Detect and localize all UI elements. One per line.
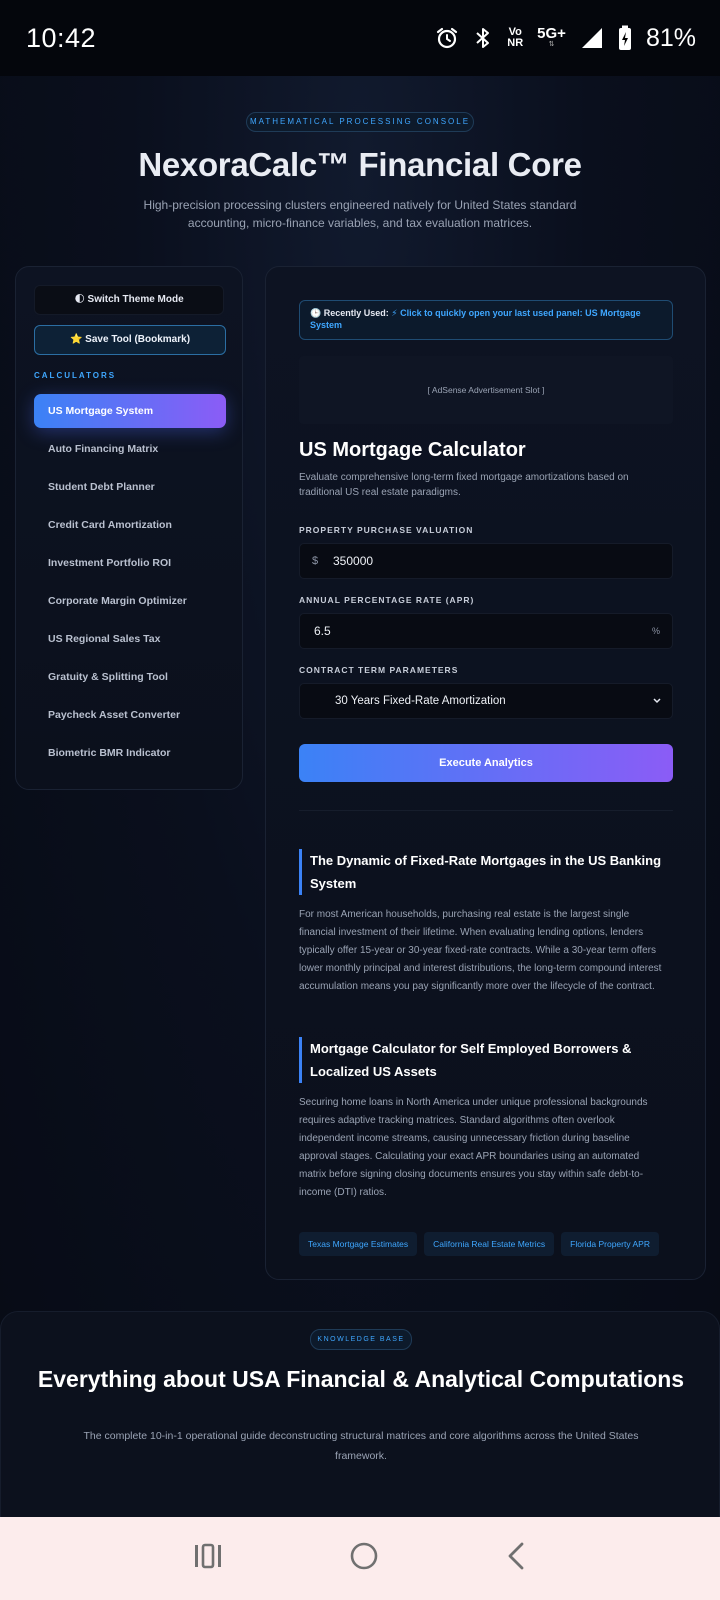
sidebar-item-paycheck[interactable]: Paycheck Asset Converter <box>48 709 181 721</box>
article-heading-1: The Dynamic of Fixed-Rate Mortgages in the US Banking System <box>299 849 673 895</box>
knowledge-base-badge: KNOWLEDGE BASE <box>310 1329 412 1350</box>
tag-florida[interactable]: Florida Property APR <box>561 1232 659 1256</box>
article-body-2: Securing home loans in North America under unique professional backgrounds requires adaptive tracking matrices. Standard algorithms often overlook independent income streams, causing unnecessary friction during baseline approval stages. Calculating your exact APR boundaries using an automated matrix before signing closing documents ensures you stay within safe debt-to-income (DTI) ratios. <box>299 1097 648 1198</box>
calculators-section-label: CALCULATORS <box>34 371 117 380</box>
tag-texas[interactable]: Texas Mortgage Estimates <box>299 1232 417 1256</box>
sidebar-item-gratuity[interactable]: Gratuity & Splitting Tool <box>48 671 168 683</box>
battery-percent: 81% <box>645 23 696 52</box>
recently-used-banner[interactable] <box>299 300 673 340</box>
alarm-icon <box>435 26 459 50</box>
property-valuation-label: PROPERTY PURCHASE VALUATION <box>299 525 474 535</box>
sidebar-item-corporate-margin[interactable]: Corporate Margin Optimizer <box>48 595 187 607</box>
sidebar-item-student-debt[interactable]: Student Debt Planner <box>48 481 155 493</box>
currency-prefix: $ <box>312 555 319 567</box>
knowledge-base-subtitle: The complete 10-in-1 operational guide deconstructing structural matrices and core algorithms across the United States framework. <box>83 1430 639 1462</box>
property-valuation-value: 350000 <box>333 554 374 568</box>
back-icon[interactable] <box>504 1541 528 1576</box>
recently-used-label: 🕒 Recently Used: <box>310 308 389 318</box>
execute-analytics-button[interactable]: Execute Analytics <box>299 744 673 782</box>
knowledge-base-title: Everything about USA Financial & Analytical Computations <box>37 1366 685 1392</box>
calculator-panel <box>265 266 706 1280</box>
term-label: CONTRACT TERM PARAMETERS <box>299 665 459 675</box>
sidebar-item-sales-tax[interactable]: US Regional Sales Tax <box>48 633 161 645</box>
signal-icon <box>580 26 604 50</box>
status-time: 10:42 <box>26 22 97 53</box>
article-heading-2: Mortgage Calculator for Self Employed Borrowers & Localized US Assets <box>299 1037 673 1083</box>
status-bar <box>0 0 720 76</box>
percent-suffix: % <box>651 626 660 636</box>
term-select-value: 30 Years Fixed-Rate Amortization <box>335 695 506 707</box>
property-valuation-input[interactable] <box>299 543 673 579</box>
recently-used-link[interactable]: ⚡ Click to quickly open your last used panel: US Mortgage System <box>310 308 641 330</box>
recent-apps-icon[interactable] <box>192 1542 224 1575</box>
chevron-down-icon <box>652 684 662 733</box>
tag-california[interactable]: California Real Estate Metrics <box>424 1232 554 1256</box>
apr-label: ANNUAL PERCENTAGE RATE (APR) <box>299 595 475 605</box>
calculator-description: Evaluate comprehensive long-term fixed mortgage amortizations based on traditional US real estate paradigms. <box>299 472 629 498</box>
sidebar-item-us-mortgage[interactable]: US Mortgage System <box>34 394 226 428</box>
network-type-icon: 5G+ ⇅ <box>537 25 566 48</box>
bluetooth-icon <box>473 26 493 50</box>
apr-input[interactable] <box>299 613 673 649</box>
sidebar-item-bmr[interactable]: Biometric BMR Indicator <box>48 747 171 759</box>
calculator-nav <box>34 394 226 774</box>
article-body-1: For most American households, purchasing real estate is the largest single financial investment of their lifetime. When evaluating lending options, lenders typically offer 15-year or 30-year fixed-rate contracts. While a 30-year term offers lower monthly principal and interest distributions, the long-term compound interest accumulation means you pay significantly more over the lifecycle of the contract. <box>299 909 662 992</box>
sidebar-item-credit-card[interactable]: Credit Card Amortization <box>48 519 172 531</box>
save-tool-button[interactable]: ⭐ Save Tool (Bookmark) <box>34 325 226 355</box>
tag-list <box>299 1232 659 1256</box>
switch-theme-button[interactable]: 🌓 Switch Theme Mode <box>34 285 224 315</box>
divider <box>299 810 673 811</box>
knowledge-base-section <box>0 1311 720 1551</box>
volte-icon: Vo NR <box>507 26 524 49</box>
system-nav-bar <box>0 1517 720 1600</box>
battery-charging-icon <box>618 25 632 51</box>
apr-value: 6.5 <box>314 624 331 638</box>
page-subtitle: High-precision processing clusters engineered natively for United States standard accounting, micro-finance variables, and tax evaluation matrices. <box>143 198 577 230</box>
page-title: NexoraCalc™ Financial Core <box>138 146 582 183</box>
sidebar-item-auto-financing[interactable]: Auto Financing Matrix <box>48 443 159 455</box>
calculator-title: US Mortgage Calculator <box>299 439 526 461</box>
term-select[interactable] <box>299 683 673 719</box>
home-icon[interactable] <box>348 1540 380 1577</box>
sidebar <box>15 266 243 790</box>
status-icons <box>435 24 696 53</box>
ad-slot: [ AdSense Advertisement Slot ] <box>299 356 673 424</box>
sidebar-item-investment-roi[interactable]: Investment Portfolio ROI <box>48 557 172 569</box>
hero-badge: MATHEMATICAL PROCESSING CONSOLE <box>246 112 474 132</box>
